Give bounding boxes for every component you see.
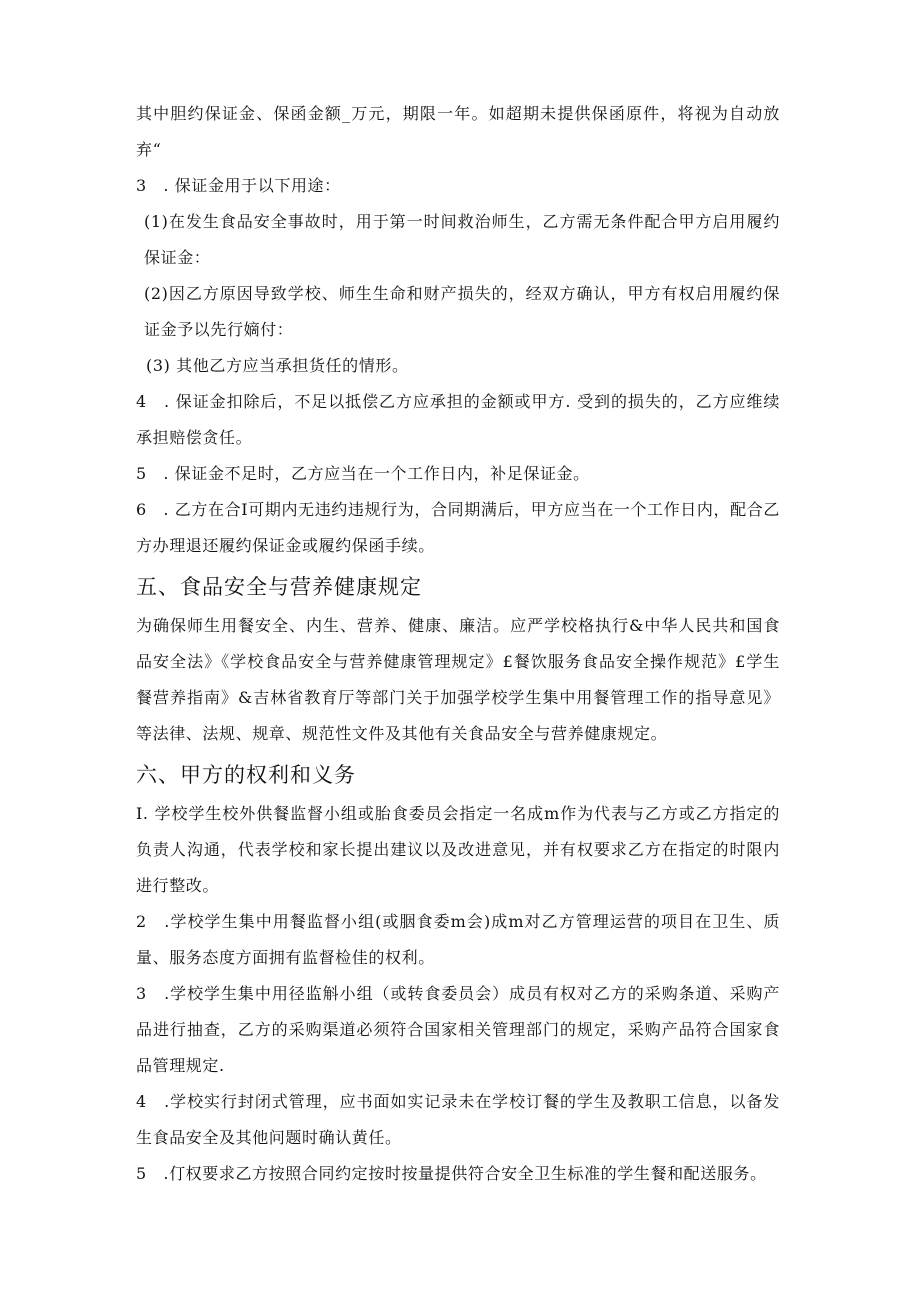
paragraph-guarantee-amount: 其中胆约保证金、保函金额_万元，期限一年。如超期未提供保函原件，将视为自动放弃“: [136, 104, 780, 159]
section-6-item-1: I. 学校学生校外供餐监督小组或胎食委员会指定一名成m作为代表与乙方或乙方指定的负责人沟通，代表学校和家长提出建议以及改进意见，并有权要求乙方在指定的时限内进行整改。: [136, 804, 780, 895]
section-6-item-3: 3 .学校学生集中用径监斛小组（或转食委员会）成员有权对乙方的采购条道、采购产品进行抽查，乙方的采购渠道必须符合国家相关管理部门的规定，采购产品符合国家食品管理规定.: [136, 984, 780, 1075]
clause-5: 5 . 保证金不足时，乙方应当在一个工作日内，补足保证金。: [136, 464, 590, 483]
clause-3-item-2: (2)因乙方原因导致学校、师生生命和财产损失的，经双方确认，甲方有权启用履约保证金予以先行嫡付：: [144, 284, 780, 339]
section-5-body: 为确保师生用餐安全、内生、营养、健康、廉洁。应严学校格执行&中华人民共和国食品安全法》《学校食品安全与营养健康管理规定》£餐饮服务食品安全操作规范》£学生餐营养指南》&吉林省教育厅等部门关于加强学校学生集中用餐管理工作的指导意见》等法律、法规、规章、规范性文件及其他有关食品安全与营养健康规定。: [136, 616, 780, 743]
clause-3-item-1: (1)在发生食品安全事故时，用于第一时间救治师生，乙方需无条件配合甲方启用履约保证金：: [144, 212, 780, 267]
clause-4: 4 . 保证金扣除后，不足以抵偿乙方应承担的金额或甲方. 受到的损失的，乙方应维续承担赔偿贪任。: [136, 392, 780, 447]
section-6-item-2: 2 .学校学生集中用餐监督小组(或胭食委m会)成m对乙方管理运营的项目在卫生、质量、服务态度方面拥有监督检佳的权利。: [136, 912, 780, 967]
section-5-heading: 五、食品安全与营养健康规定: [136, 575, 422, 599]
clause-6: 6 . 乙方在合I可期内无违约违规行为，合同期满后，甲方应当在一个工作日内，配合乙方办理退还履约保证金或履约保函手续。: [136, 500, 780, 555]
section-6-item-4: 4 .学校实行封闭式管理，应书面如实记录未在学校订餐的学生及教职工信息，以备发生食品安全及其他问题时确认黄任。: [136, 1092, 780, 1147]
section-6-heading: 六、甲方的权利和义务: [136, 763, 356, 787]
section-6-item-5: 5 .仃权要求乙方按照合同约定按时按量提供符合安全卫生标准的学生餐和配送服务。: [136, 1164, 767, 1183]
clause-3-item-3: (3) 其他乙方应当承担货任的情形。: [146, 356, 409, 375]
clause-3-heading: 3 . 保证金用于以下用途：: [136, 176, 341, 195]
